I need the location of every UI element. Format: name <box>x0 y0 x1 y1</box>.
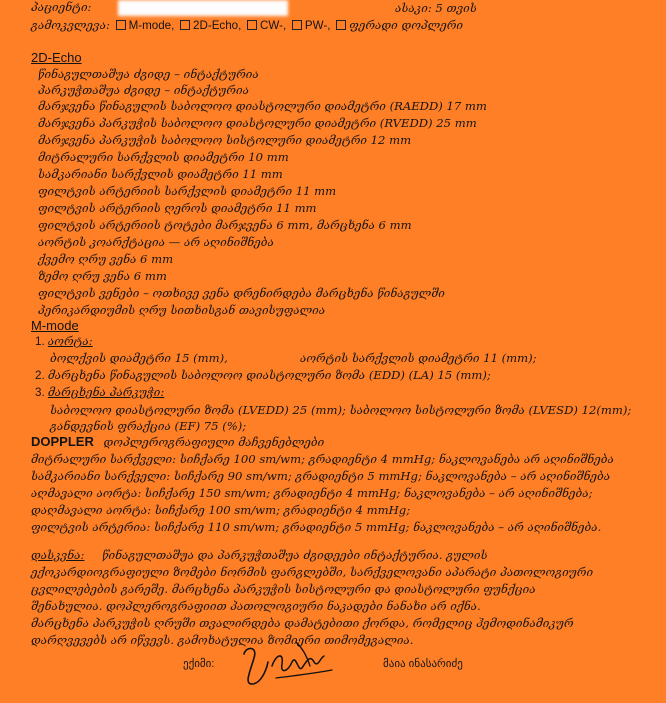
echo-line: ქვემო ღრუ ვენა 6 mm <box>38 252 174 266</box>
method-color-doppler: ფერადი დოპლერი <box>349 18 463 32</box>
method-cw: CW-, <box>260 19 287 32</box>
echo-line: მარჯვენა პარკუჭის საბოლოო დიასტოლური დიამეტრი (RVEDD) 25 mm <box>38 116 477 130</box>
mmode-item-3: 3. მარცხენა პარკუჭი: <box>35 385 165 399</box>
doppler-line: დაღმავალი აორტა: სიჩქარე 100 sm/wm; გრადიენტი 4 mmHg; <box>31 503 411 517</box>
method-row <box>31 18 463 33</box>
doctor-label: ექიმი: <box>183 658 215 670</box>
echo-line: აორტის კოარქტაცია — არ აღინიშნება <box>38 235 274 249</box>
mmode-item-2: 2. მარცხენა წინაგულის საბოლოო დიასტოლური ზომა (EDD) (LA) 15 (mm); <box>35 368 491 382</box>
patient-label: პაციენტი: <box>31 0 92 14</box>
doppler-line: მიტრალური სარქველი: სიჩქარე 100 sm/wm; გრადიენტი 4 mmHg; ნაკლოვანება არ აღინიშნება <box>31 452 614 466</box>
conclusion-label: დასკვნა: <box>31 548 85 562</box>
echo-line: ზემო ღრუ ვენა 6 mm <box>38 269 167 283</box>
lv-label: მარცხენა პარკუჭი: <box>47 385 165 399</box>
section-title-2d-echo: 2D-Echo <box>31 50 82 65</box>
lv-ejection-fraction: განდევნის ფრაქცია (EF) 75 (%); <box>50 419 247 433</box>
checkbox-icon <box>247 20 257 30</box>
conclusion-first-row <box>31 548 487 562</box>
age: ასაკი: 5 თვის <box>395 1 477 15</box>
checkbox-icon <box>292 20 302 30</box>
checkbox-icon <box>116 20 126 30</box>
doppler-line: სამკარიანი სარქველი: სიჩქარე 90 sm/wm; გრადიენტი 5 mmHg; ნაკლოვანება – არ აღინიშნება <box>31 469 611 483</box>
echo-line: მიტრალური სარქვლის დიამეტრი 10 mm <box>38 150 289 164</box>
conclusion-line: წინაგულთაშუა და პარკუჭთაშუა ძგიდეები ინტაქტურია. გულის <box>102 548 488 562</box>
echo-line: პერიკარდიუმის ღრუ სითხისგან თავისუფალია <box>38 303 326 317</box>
redacted-patient-name <box>118 0 288 16</box>
echo-line: ფილტვის არტერიის სარქვლის დიამეტრი 11 mm <box>38 184 337 198</box>
conclusion-line: მარცხენა პარკუჭის ღრუში თვალირდება დამატებითი ქორდა, რომელიც ჰემოდინამიკურ <box>31 616 574 630</box>
doctor-name: მაია ინასარიძე <box>383 658 463 670</box>
checkbox-icon <box>180 20 190 30</box>
doppler-line: აღმავალი აორტა: სიჩქარე 150 sm/wm; გრადიენტი 4 mmHg; ნაკლოვანება – არ აღინიშნება; <box>31 486 593 500</box>
echo-line: ფილტვის ვენები – ოთხივე ვენა დრენირდება მარცხენა წინაგულში <box>38 286 445 300</box>
lv-dimensions: საბოლოო დიასტოლური ზომა (LVEDD) 25 (mm); საბოლოო სისტოლური ზომა (LVESD) 12(mm); <box>50 403 632 417</box>
mmode-item-1: 1. აორტა: <box>35 334 93 348</box>
conclusion-line: ცვლილებების გარეშე. მარცხენა პარკუჭის სისტოლური და დიასტოლური ფუნქცია <box>31 582 536 596</box>
conclusion-line: ექოკარდიოგრაფიული ზომები ნორმის ფარგლებში, სარქველოვანი აპარატი პათოლოგიური <box>31 565 594 579</box>
echo-line: მარჯვენა პარკუჭის საბოლოო სისტოლური დიამეტრი 12 mm <box>38 133 412 147</box>
echo-line: პარკუჭთაშუა ძგიდე – ინტაქტურია <box>38 83 249 97</box>
method-pw: PW-, <box>304 19 331 32</box>
doppler-line: ფილტვის არტერია: სიჩქარე 110 sm/wm; გრადიენტი 5 mmHg; ნაკლოვანება – არ აღინიშნება. <box>31 520 602 534</box>
aorta-valve: აორტის სარქვლის დიამეტრი 11 (mm); <box>300 351 537 365</box>
echo-line: ფილტვის არტერიის ღეროს დიამეტრი 11 mm <box>38 201 317 215</box>
echo-line: სამკარიანი სარქვლის დიამეტრი 11 mm <box>38 167 283 181</box>
aorta-bulb: ბოლქვის დიამეტრი 15 (mm), <box>50 351 228 365</box>
doppler-header <box>31 435 324 449</box>
aorta-label: აორტა: <box>47 334 93 348</box>
conclusion-line: შენახულია. დოპლეროგრაფიით პათოლოგიური ნაკადები ნანახი არ იქნა. <box>31 599 481 613</box>
doppler-subtitle: დოპლეროგრაფიული მაჩვენებლები <box>103 435 325 449</box>
checkbox-icon <box>336 20 346 30</box>
section-title-doppler: DOPPLER <box>31 434 94 449</box>
conclusion-line: დარღვევებს არ იწვევს. გამოხატულია ზომიერი თიმომეგალია. <box>31 633 414 647</box>
echo-line: ფილტვის არტერიის ტოტები მარჯვენა 6 mm, მარცხენა 6 mm <box>38 218 412 232</box>
method-2d-echo: 2D-Echo, <box>193 19 242 32</box>
method-label: გამოკვლევა: <box>31 18 110 32</box>
la-line: მარცხენა წინაგულის საბოლოო დიასტოლური ზომა (EDD) (LA) 15 (mm); <box>47 368 491 382</box>
echo-line: წინაგულთაშუა ძგიდე – ინტაქტურია <box>38 67 259 81</box>
section-title-mmode: M-mode <box>31 318 79 333</box>
method-mmode: M-mode, <box>128 19 175 32</box>
handwritten-signature <box>236 632 346 692</box>
echo-line: მარჯვენა წინაგულის საბოლოო დიასტოლური დიამეტრი (RAEDD) 17 mm <box>38 99 487 113</box>
